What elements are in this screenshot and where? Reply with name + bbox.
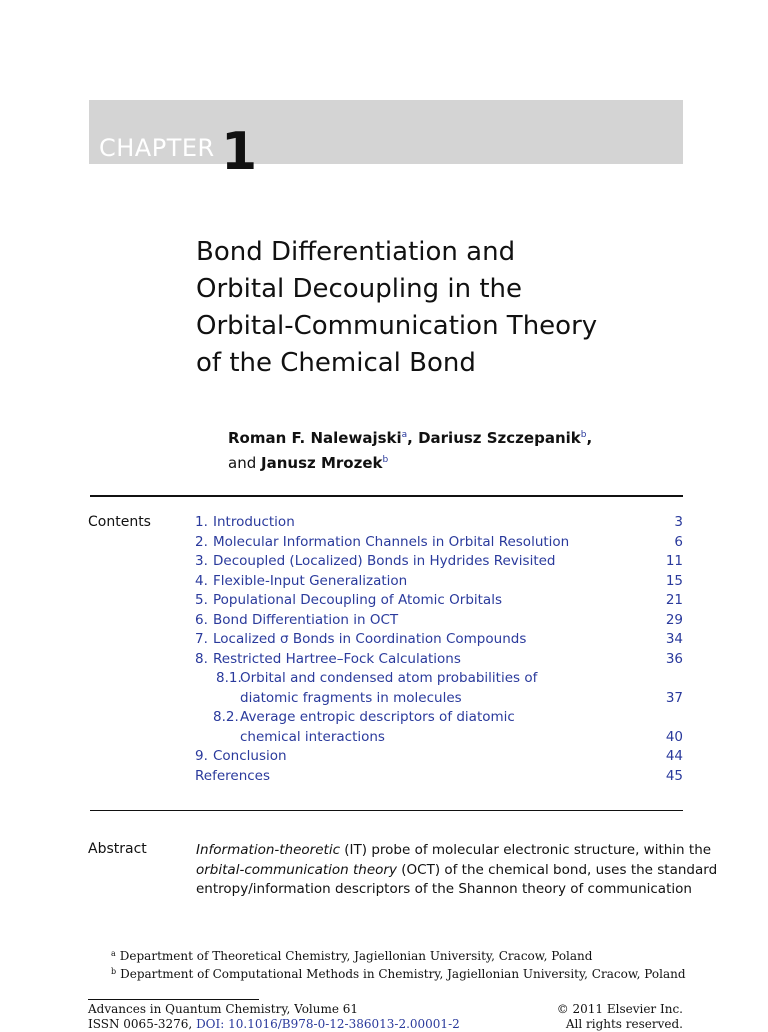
toc-entry[interactable] [195, 768, 683, 788]
toc-page[interactable]: 15 [665, 572, 683, 589]
title-line: Bond Differentiation and [196, 237, 516, 267]
toc-entry[interactable] [195, 690, 683, 710]
abstract-text-run: entropy/information descriptors of the Shannon theory of communication [196, 881, 692, 897]
toc-title[interactable]: Decoupled (Localized) Bonds in Hydrides Revisited [213, 553, 556, 569]
toc-entry[interactable] [195, 670, 683, 690]
author-name: Dariusz Szczepanik [418, 429, 581, 447]
abstract-text-run: (IT) probe of molecular electronic structure, within the [340, 842, 712, 858]
footer-citation [88, 1002, 460, 1032]
toc-number: 2. [195, 533, 208, 550]
toc-entry[interactable] [195, 631, 683, 651]
toc-page[interactable]: 3 [674, 514, 683, 530]
toc-title[interactable]: References [195, 767, 271, 784]
chapter-number: 1 [221, 122, 258, 182]
toc-entry[interactable] [195, 748, 683, 768]
toc-number: 8.2. [213, 709, 239, 725]
footnote-mark: a [111, 949, 116, 958]
toc-number: 1. [195, 514, 208, 530]
author-conjunction: and [228, 454, 257, 472]
footnote [111, 965, 686, 983]
footer-rule [88, 999, 259, 1000]
toc-page[interactable]: 34 [665, 631, 683, 647]
author-name: Janusz Mrozek [261, 454, 383, 472]
toc-title[interactable]: Localized σ Bonds in Coordination Compounds [213, 631, 527, 647]
toc-title[interactable]: Conclusion [213, 748, 287, 764]
contents-label: Contents [88, 514, 151, 530]
author-name: Roman F. Nalewajski [228, 429, 402, 447]
toc-page[interactable]: 37 [665, 689, 683, 706]
chapter-title [196, 234, 656, 382]
toc-entry[interactable] [195, 534, 683, 554]
toc-number: 3. [195, 553, 208, 569]
toc-title[interactable]: Average entropic descriptors of diatomic [240, 709, 515, 725]
toc-number: 8.1. [216, 670, 242, 686]
toc-title[interactable]: diatomic fragments in molecules [240, 689, 462, 706]
toc-title[interactable]: Introduction [213, 514, 295, 530]
footnote-mark: b [111, 967, 117, 976]
footnote [111, 947, 686, 965]
toc-page[interactable]: 36 [665, 650, 683, 667]
issn: ISSN 0065-3276, [88, 1017, 193, 1031]
title-line: Orbital Decoupling in the [196, 274, 523, 304]
toc-entry[interactable] [195, 709, 683, 729]
toc-number: 4. [195, 572, 208, 589]
title-line: Orbital-Communication Theory [196, 311, 598, 341]
abstract-label: Abstract [88, 841, 147, 857]
toc-entry[interactable] [195, 612, 683, 632]
toc-entry[interactable] [195, 553, 683, 573]
rights: All rights reserved. [565, 1017, 683, 1031]
footer-copyright [557, 1002, 683, 1032]
table-of-contents [195, 514, 683, 787]
footnote-text: Department of Theoretical Chemistry, Jagiellonian University, Cracow, Poland [119, 949, 593, 963]
affiliation-link[interactable]: b [580, 430, 587, 440]
divider-top [90, 495, 683, 497]
toc-number: 8. [195, 650, 208, 667]
toc-page[interactable]: 45 [665, 767, 683, 784]
toc-title[interactable]: chemical interactions [240, 728, 385, 745]
toc-entry[interactable] [195, 729, 683, 749]
title-line: of the Chemical Bond [196, 348, 476, 378]
abstract-text [196, 841, 718, 900]
toc-title[interactable]: Flexible-Input Generalization [213, 572, 408, 589]
toc-entry[interactable] [195, 573, 683, 593]
toc-entry[interactable] [195, 592, 683, 612]
toc-entry[interactable] [195, 514, 683, 534]
toc-page[interactable]: 6 [674, 533, 683, 550]
toc-page[interactable]: 40 [665, 728, 683, 745]
toc-number: 7. [195, 631, 208, 647]
toc-title[interactable]: Populational Decoupling of Atomic Orbitals [213, 592, 502, 608]
toc-title[interactable]: Molecular Information Channels in Orbital Resolution [213, 533, 570, 550]
journal-volume: Advances in Quantum Chemistry, Volume 61 [88, 1002, 359, 1016]
divider-bottom [90, 810, 683, 811]
author-list: Roman F. Nalewajski$^a$, Dariusz Szczepanik$^b$, and Janusz Mrozek$^b$ [228, 429, 593, 472]
abstract-text-run: (OCT) of the chemical bond, uses the standard [396, 861, 718, 878]
doi-link[interactable]: DOI: 10.1016/B978-0-12-386013-2.00001-2 [196, 1017, 460, 1031]
affiliation-link[interactable]: a [401, 430, 408, 440]
toc-number: 6. [195, 611, 208, 628]
toc-title[interactable]: Orbital and condensed atom probabilities of [240, 670, 538, 686]
chapter-label: CHAPTER [99, 134, 215, 162]
copyright: © 2011 Elsevier Inc. [556, 1002, 683, 1016]
abstract-italic: orbital-communication theory [196, 861, 397, 878]
toc-page[interactable]: 11 [665, 553, 683, 569]
toc-title[interactable]: Bond Differentiation in OCT [213, 611, 399, 628]
affiliation-link[interactable]: b [382, 455, 389, 465]
footnote-text: Department of Computational Methods in Chemistry, Jagiellonian University, Cracow, Poland [120, 967, 686, 981]
toc-page[interactable]: 29 [665, 611, 683, 628]
toc-page[interactable]: 21 [665, 592, 683, 608]
abstract-italic: Information-theoretic [196, 842, 340, 858]
footnotes [111, 947, 686, 983]
toc-entry[interactable] [195, 651, 683, 671]
toc-page[interactable]: 44 [665, 748, 683, 764]
toc-number: 5. [195, 592, 208, 608]
toc-title[interactable]: Restricted Hartree–Fock Calculations [213, 650, 461, 667]
toc-number: 9. [195, 748, 208, 764]
